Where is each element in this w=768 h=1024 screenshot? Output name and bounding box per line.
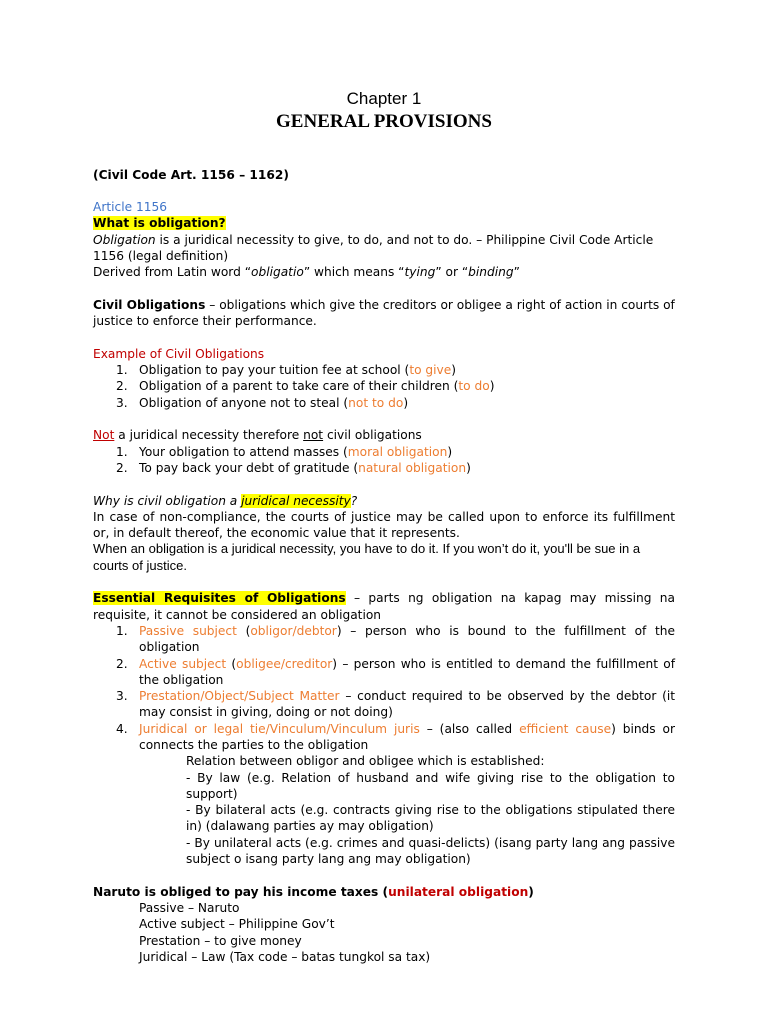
latin-derivation: Derived from Latin word “obligatio” which means “tying” or “binding” (93, 265, 520, 280)
question-what-is-obligation: What is obligation? (93, 216, 226, 231)
relation-text: - By bilateral acts (e.g. contracts giving rise to the obligations stipulated there in) (dalawang parties ay may obligation) (186, 803, 675, 834)
requisites-list (93, 623, 675, 753)
chapter-title: GENERAL PROVISIONS (276, 111, 492, 132)
relation-text: Relation between obligor and obligee which is established: (186, 754, 545, 769)
not-list (93, 444, 675, 477)
list-item: 1. Your obligation to attend masses (moral obligation) (116, 444, 453, 459)
examples-list (93, 362, 675, 411)
code-reference: (Civil Code Art. 1156 – 1162) (93, 167, 289, 182)
article-heading: Article 1156 (93, 200, 167, 215)
relation-text: - By law (e.g. Relation of husband and wife giving rise to the obligation to support) (186, 770, 675, 801)
list-item: 4. Juridical or legal tie/Vinculum/Vinculum juris – (also called efficient cause) binds or connects the parties to the obligation (116, 721, 675, 752)
chapter-label: Chapter 1 (346, 89, 422, 108)
list-item: 1. Obligation to pay your tuition fee at school (to give) (116, 363, 457, 378)
list-item: 3. Prestation/Object/Subject Matter – conduct required to be observed by the debtor (it may consist in giving, doing or not doing) (116, 689, 675, 720)
civil-obligations-definition: Civil Obligations – obligations which give the creditors or obligee a right of action in courts of justice to enforce their performance. (93, 297, 675, 329)
examples-heading: Example of Civil Obligations (93, 346, 265, 361)
why-answer: In case of non-compliance, the courts of justice may be called upon to enforce its fulfillment or, in default thereof, the economic value that it represents. (93, 509, 675, 541)
why-answer-2: When an obligation is a juridical necessity, you have to do it. If you won’t do it, you'll be sue in a courts of justice. (93, 541, 641, 573)
naruto-item: Active subject – Philippine Gov’t (139, 917, 335, 932)
document-content (93, 88, 675, 965)
naruto-item: Juridical – Law (Tax code – batas tungkol sa tax) (139, 949, 431, 964)
list-item: 2. Active subject (obligee/creditor) – person who is entitled to demand the fulfillment of the obligation (116, 656, 675, 687)
list-item: 3. Obligation of anyone not to steal (not to do) (116, 395, 409, 410)
naruto-item: Prestation – to give money (139, 933, 302, 948)
obligation-definition: Obligation is a juridical necessity to give, to do, and not to do. – Philippine Civil Code Article 1156 (legal definition) (93, 232, 654, 264)
naruto-example-heading: Naruto is obliged to pay his income taxes (unilateral obligation) (93, 884, 534, 899)
essential-requisites: Essential Requisites of Obligations – parts ng obligation na kapag may missing na requisite, it cannot be considered an obligation (93, 591, 675, 622)
why-question: Why is civil obligation a juridical necessity? (93, 493, 358, 508)
list-item: 1. Passive subject (obligor/debtor) – person who is bound to the fulfillment of the obligation (116, 623, 675, 655)
list-item: 2. Obligation of a parent to take care of their children (to do) (116, 379, 495, 394)
list-item: 2. To pay back your debt of gratitude (natural obligation) (116, 460, 471, 475)
naruto-item: Passive – Naruto (139, 900, 240, 915)
relation-text: - By unilateral acts (e.g. crimes and quasi-delicts) (isang party lang ang passive subject o isang party lang ang may obligation) (186, 835, 675, 867)
not-juridical-heading: Not a juridical necessity therefore not civil obligations (93, 428, 422, 443)
